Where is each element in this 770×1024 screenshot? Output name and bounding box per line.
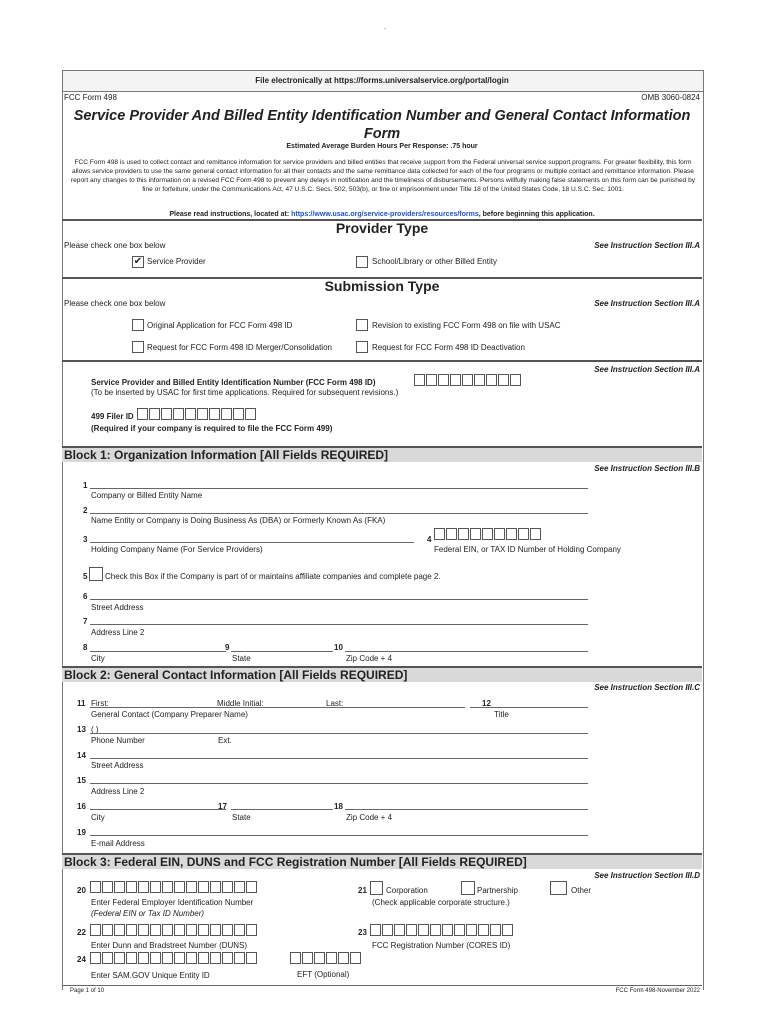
intro-paragraph: FCC Form 498 is used to collect contact and remittance information for service providers and billed entities that receive support from the Federal universal service support programs. For greater flexibility, this form allows service providers to use the same general contact information for all their contacts and the same remittance data collected for each of the four programs or multiple contact and remittance information. Please report any changes to this information on a revised FCC Form 498 to prevent any delays in notification and the timeliness of disbursements. Persons willfully making false statements on this form can be punished by fine or forfeiture, under the Communications Act, 47 U.S.C. Secs. 502, 503(b), or fine or imprisonment under Title 18 of the United States Code, 18 U.S.C. Sec. 1001.	[70, 159, 696, 193]
other-checkbox[interactable]	[550, 881, 567, 895]
block2-title: Block 2: General Contact Information [All Fields REQUIRED]	[64, 668, 408, 682]
sam-gov-input[interactable]	[90, 952, 258, 964]
submission-type-title: Submission Type	[324, 278, 440, 294]
middle-initial-label: Middle Initial:	[217, 699, 264, 708]
block3-see-instruction: See Instruction Section III.D	[594, 871, 700, 880]
address-line2-field[interactable]	[90, 624, 588, 625]
address-line2-label: Address Line 2	[91, 628, 145, 637]
instructions-prefix: Please read instructions, located at:	[169, 211, 292, 218]
duns-label: Enter Dunn and Bradstreet Number (DUNS)	[91, 941, 248, 950]
burden-text: Estimated Average Burden Hours Per Response: .75 hour	[286, 143, 478, 150]
cores-id-label: FCC Registration Number (CORES ID)	[372, 941, 511, 950]
service-provider-label: Service Provider	[147, 257, 206, 266]
holding-ein-label: Federal EIN, or TAX ID Number of Holding Company	[434, 545, 621, 554]
zip-field[interactable]	[345, 651, 588, 652]
contact-city-field[interactable]	[90, 809, 226, 810]
sam-gov-label: Enter SAM.GOV Unique Entity ID	[91, 971, 210, 980]
affiliate-label: Check this Box if the Company is part of or maintains affiliate companies and complete page 2.	[105, 572, 441, 581]
field-number-1: 1	[83, 481, 88, 490]
field-number-21: 21	[358, 886, 367, 895]
field-number-16: 16	[77, 802, 86, 811]
field-number-3: 3	[83, 535, 88, 544]
other-label: Other	[571, 886, 592, 895]
federal-ein-input[interactable]	[90, 881, 258, 893]
contact-name-field[interactable]	[90, 707, 465, 708]
corporation-label: Corporation	[386, 886, 428, 895]
title-label: Title	[494, 710, 509, 719]
phone-label: Phone Number	[91, 736, 145, 745]
contact-street-label: Street Address	[91, 761, 144, 770]
field-number-2: 2	[83, 506, 88, 515]
holding-company-label-text: Holding Company Name (For Service Providers)	[91, 545, 263, 554]
footer-rule	[62, 985, 702, 986]
filer-id-note: (Required if your company is required to file the FCC Form 499)	[91, 424, 333, 433]
omb-number: OMB 3060-0824	[641, 93, 700, 102]
federal-ein-sublabel: (Federal EIN or Tax ID Number)	[91, 909, 205, 918]
original-application-label: Original Application for FCC Form 498 ID	[147, 321, 293, 330]
block2-see-instruction: See Instruction Section III.C	[594, 683, 700, 692]
dba-field[interactable]	[90, 513, 588, 514]
form-date: FCC Form 498-November 2022	[615, 988, 700, 994]
filer-id-input[interactable]	[137, 408, 257, 420]
holding-company-label	[91, 545, 263, 554]
state-field[interactable]	[231, 651, 333, 652]
form-name: FCC Form 498	[64, 93, 117, 102]
company-name-field[interactable]	[90, 488, 588, 489]
revision-checkbox[interactable]	[356, 319, 368, 331]
corporation-checkbox[interactable]	[370, 881, 383, 895]
field-number-7: 7	[83, 617, 88, 626]
instructions-link[interactable]: https://www.usac.org/service-providers/resources/forms	[291, 211, 479, 218]
zip-label: Zip Code + 4	[346, 654, 393, 663]
partnership-label: Partnership	[477, 886, 518, 895]
field-number-23: 23	[358, 928, 367, 937]
sp-id-note-text: (To be inserted by USAC for first time applications. Required for subsequent revisions.)	[91, 388, 399, 397]
merger-label: Request for FCC Form 498 ID Merger/Consolidation	[147, 343, 332, 352]
field-number-18: 18	[334, 802, 343, 811]
holding-ein-input[interactable]	[434, 528, 542, 540]
first-name-label: First:	[91, 699, 109, 708]
last-name-label: Last:	[326, 699, 344, 708]
field-number-9: 9	[225, 643, 230, 652]
page-title-line2: Form	[363, 126, 401, 142]
company-name-label: Company or Billed Entity Name	[91, 491, 203, 500]
field-number-24: 24	[77, 955, 86, 964]
school-library-checkbox[interactable]	[356, 256, 368, 268]
id-section-divider	[62, 360, 702, 362]
provider-check-one: Please check one box below	[64, 241, 166, 250]
email-label: E-mail Address	[91, 839, 145, 848]
provider-type-title: Provider Type	[335, 220, 429, 236]
field-number-20: 20	[77, 886, 86, 895]
sp-id-label: Service Provider and Billed Entity Identification Number (FCC Form 498 ID)	[91, 378, 376, 387]
street-address-label: Street Address	[91, 603, 144, 612]
deactivation-label: Request for FCC Form 498 ID Deactivation	[372, 343, 525, 352]
field-number-19: 19	[77, 828, 86, 837]
field-number-12: 12	[482, 699, 491, 708]
field-number-4: 4	[427, 535, 432, 544]
field-number-14: 14	[77, 751, 86, 760]
field-number-15: 15	[77, 776, 86, 785]
email-field[interactable]	[90, 835, 588, 836]
contact-state-label: State	[232, 813, 251, 822]
ext-label: Ext.	[218, 736, 232, 745]
eft-input[interactable]	[290, 952, 362, 964]
merger-checkbox[interactable]	[132, 341, 144, 353]
page-title	[62, 107, 702, 143]
block1-see-instruction: See Instruction Section III.B	[594, 464, 700, 473]
file-electronically-text: File electronically at https://forms.universalservice.org/portal/login	[255, 76, 509, 85]
field-number-6: 6	[83, 592, 88, 601]
submission-see-instruction: See Instruction Section III.A	[594, 299, 700, 308]
contact-state-field[interactable]	[231, 809, 333, 810]
dba-label: Name Entity or Company is Doing Business As (DBA) or Formerly Known As (FKA)	[91, 516, 386, 525]
cores-id-input[interactable]	[370, 924, 514, 936]
original-application-checkbox[interactable]	[132, 319, 144, 331]
field-number-22: 22	[77, 928, 86, 937]
school-library-label: School/Library or other Billed Entity	[372, 257, 497, 266]
service-provider-checkbox[interactable]: ✔	[133, 256, 143, 267]
title-field[interactable]	[470, 707, 588, 708]
page-title-line1: Service Provider And Billed Entity Identification Number and General Contact Information	[73, 108, 691, 124]
street-address-field[interactable]	[90, 599, 588, 600]
field-number-8: 8	[83, 643, 88, 652]
field-number-11: 11	[77, 699, 86, 708]
holding-company-field[interactable]	[90, 542, 414, 543]
sp-id-note	[91, 388, 398, 397]
city-label: City	[91, 654, 105, 663]
filer-id-label: 499 Filer ID	[91, 412, 134, 421]
state-label: State	[232, 654, 251, 663]
instructions-line	[62, 211, 702, 218]
city-field[interactable]	[90, 651, 226, 652]
page-number: Page 1 of 10	[70, 988, 105, 994]
phone-parens: ( )	[91, 725, 99, 734]
submission-check-one: Please check one box below	[64, 299, 166, 308]
field-number-13: 13	[77, 725, 86, 734]
block1-title: Block 1: Organization Information [All Fields REQUIRED]	[64, 448, 389, 462]
provider-see-instruction: See Instruction Section III.A	[594, 241, 700, 250]
contact-address2-field[interactable]	[90, 783, 588, 784]
corporate-structure-label: (Check applicable corporate structure.)	[372, 898, 510, 907]
contact-name-label: General Contact (Company Preparer Name)	[91, 710, 248, 719]
contact-zip-label: Zip Code + 4	[346, 813, 393, 822]
field-number-10: 10	[334, 643, 343, 652]
instructions-suffix: , before beginning this application.	[478, 211, 595, 218]
duns-input[interactable]	[90, 924, 258, 936]
partnership-checkbox[interactable]	[461, 881, 475, 895]
contact-zip-field[interactable]	[345, 809, 588, 810]
block3-title: Block 3: Federal EIN, DUNS and FCC Registration Number [All Fields REQUIRED]	[64, 855, 527, 869]
affiliate-checkbox[interactable]	[89, 567, 103, 581]
phone-field[interactable]	[90, 733, 588, 734]
contact-address2-label: Address Line 2	[91, 787, 145, 796]
top-dot: .	[384, 22, 387, 31]
id-see-instruction: See Instruction Section III.A	[594, 365, 700, 374]
field-number-5: 5	[83, 572, 88, 581]
field-number-17: 17	[218, 802, 227, 811]
deactivation-checkbox[interactable]	[356, 341, 368, 353]
sp-id-input[interactable]	[414, 374, 522, 386]
form-frame	[62, 70, 704, 990]
contact-street-field[interactable]	[90, 758, 588, 759]
contact-city-label: City	[91, 813, 105, 822]
federal-ein-label: Enter Federal Employer Identification Number	[91, 898, 254, 907]
revision-label: Revision to existing FCC Form 498 on file with USAC	[372, 321, 561, 330]
eft-label: EFT (Optional)	[297, 970, 350, 979]
